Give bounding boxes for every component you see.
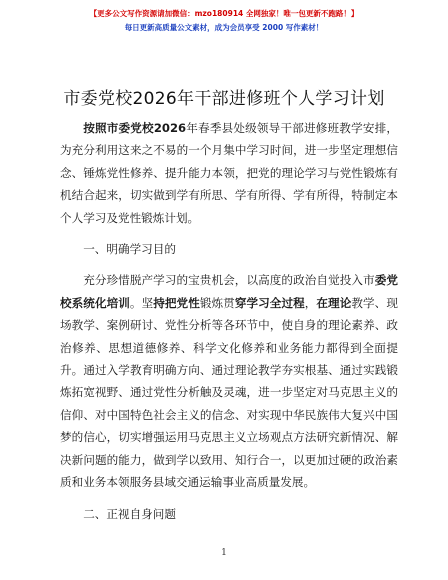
section-1-bold-a: 委党校系统化培训 bbox=[60, 273, 398, 310]
paragraph-gap bbox=[60, 229, 398, 238]
intro-lead-text: 按照市委党校2026 bbox=[83, 121, 187, 135]
section-1-text-b: 。坚 bbox=[129, 295, 154, 310]
section-1-text-c: 锻炼贯 bbox=[199, 295, 235, 310]
intro-text: 年春季县处级领导干部进修班教学安排，为充分利用这来之不易的一个月集中学习时间，进一步坚定理想信念、锤炼党性修养、提升能力本领，把党的理论学习与党性锻炼有机结合起来，切实做到学有所思、学有所得、学有所得，特制定本个人学习及党性锻炼计划。 bbox=[60, 121, 398, 225]
page-number: 1 bbox=[221, 548, 227, 558]
section-1-text-d: ， bbox=[304, 295, 317, 310]
section-1-bold-d: 在理论 bbox=[316, 295, 352, 310]
section-1-text-e: 教学、现场教学、案例研讨、党性分析等各环节中，使自身的理论素养、政治修养、思想道德修养、科学文化修养和业务能力都得到全面提升。通过入学教育明确方向、通过理论教学夯实根基、通过实践锻炼拓宽视野、通过党性分析触及灵魂，进一步坚定对马克思主义的信仰、对中国特色社会主义的信念、对实现中华民族伟大复兴中国梦的信心，切实增强运用马克思主义立场观点方法研究新情况、解决新问题的能力，做到学以致用、知行合一，以更加过硬的政治素质和业务本领服务县域交通运输事业高质量发展。 bbox=[60, 295, 398, 490]
document-title: 市委党校2026年干部进修班个人学习计划 bbox=[63, 89, 385, 109]
paragraph-gap bbox=[60, 494, 398, 503]
promo-banner-line-1: 【更多公文写作资源请加微信：mzo180914 全网独家！唯一包更新不跑路！】 bbox=[89, 9, 359, 18]
section-1-paragraph bbox=[60, 269, 398, 493]
section-heading-2: 二、正视自身问题 bbox=[83, 506, 176, 521]
section-1-text-a: 充分珍惜脱产学习的宝贵机会，以高度的政治自觉投入市 bbox=[83, 273, 375, 288]
section-heading-1: 一、明确学习目的 bbox=[83, 242, 176, 257]
paragraph-gap bbox=[60, 260, 398, 269]
promo-banner-line-2: 每日更新高质量公文素材，成为会员享受 2000 写作素材！ bbox=[124, 23, 324, 32]
section-1-bold-b: 持把党性 bbox=[153, 295, 200, 310]
section-1-bold-c: 穿学习全过程 bbox=[234, 295, 305, 310]
intro-paragraph bbox=[60, 117, 398, 229]
document-body bbox=[60, 117, 398, 525]
